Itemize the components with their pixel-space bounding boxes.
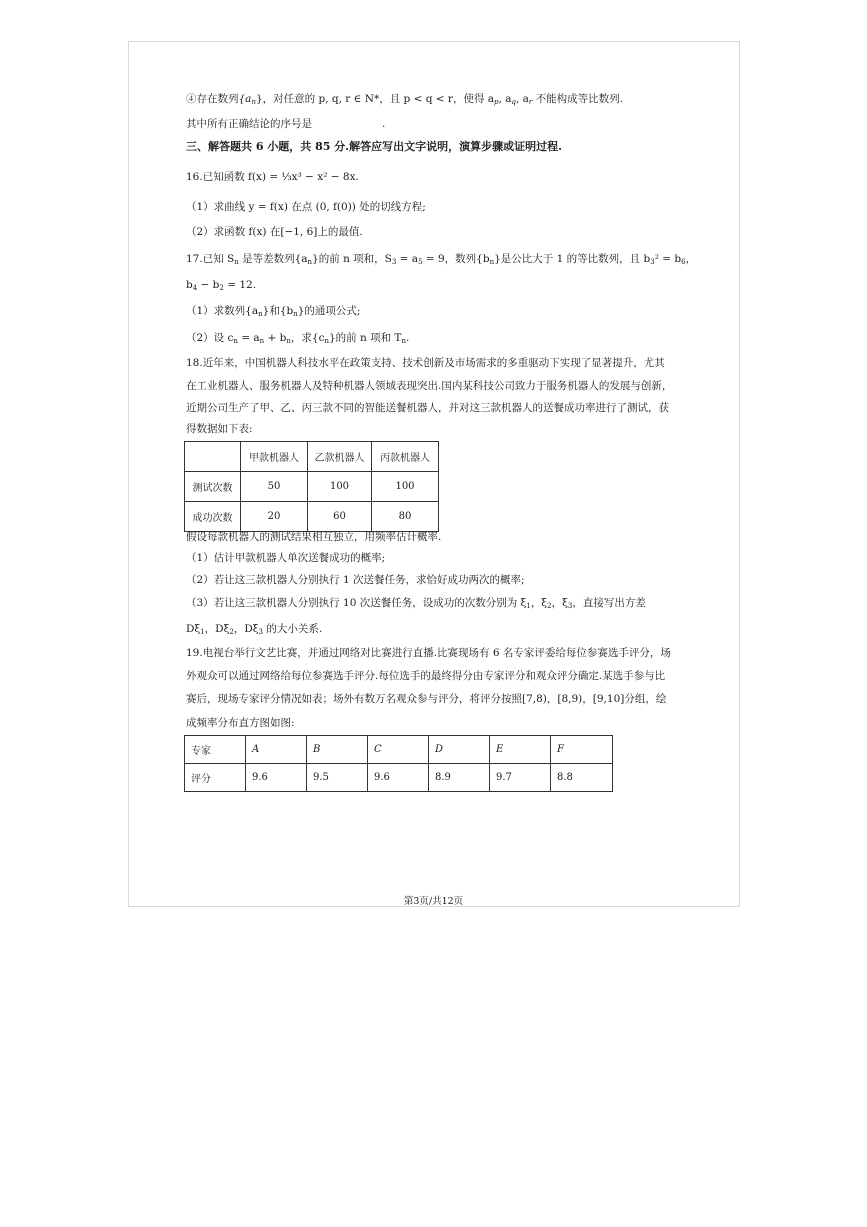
table-header-row xyxy=(185,736,613,764)
q18-part-2: （2）若让这三款机器人分别执行 1 次送餐任务，求恰好成功两次的概率; xyxy=(186,574,525,586)
expert-score-table xyxy=(184,735,613,792)
table-header-cell: A xyxy=(246,736,307,764)
table-header-cell: C xyxy=(368,736,429,764)
robot-test-table xyxy=(184,441,439,532)
table-header-cell: B xyxy=(307,736,368,764)
q18-intro-1: 18.近年来，中国机器人科技水平在政策支持、技术创新及市场需求的多重驱动下实现了显著提升，尤其 xyxy=(186,357,665,369)
table-header-row xyxy=(185,442,439,472)
q19-intro-3: 赛后，现场专家评分情况如表；场外有数万名观众参与评分，将评分按照[7,8)，[8,9)，[9,10]分组，绘 xyxy=(186,693,667,705)
q17-part-2: （2）设 $c_n = a_n + b_n$，求$\{c_n\}$的前 n 项和 $T_n$. xyxy=(186,332,410,345)
q16-part-2: （2）求函数 f(x) 在[−1, 6]上的最值. xyxy=(186,226,363,238)
q15-answer-prompt: 其中所有正确结论的序号是 . xyxy=(186,118,386,130)
section-3-heading: 三、解答题共 6 小题，共 85 分.解答应写出文字说明，演算步骤或证明过程. xyxy=(186,140,562,153)
q18-part-3-line-2: $D\xi_1$，$D\xi_2$，$D\xi_3$ 的大小关系. xyxy=(186,623,323,636)
table-cell: 9.5 xyxy=(307,764,368,792)
q19-intro-1: 19.电视台举行文艺比赛，并通过网络对比赛进行直播.比赛现场有 6 名专家评委给每位参赛选手评分，场 xyxy=(186,647,671,659)
q17-part-1: （1）求数列$\{a_n\}$和$\{b_n\}$的通项公式; xyxy=(186,305,361,318)
q15-item-4: ④存在数列$\{a_n\}$，对任意的 p, q, r ∈ N*，且 p < q < r，使得 $a_p$, $a_q$, $a_r$ 不能构成等比数列. xyxy=(186,93,623,106)
table-cell: 100 xyxy=(372,472,439,502)
table-cell: 评分 xyxy=(185,764,246,792)
table-cell: 20 xyxy=(241,502,308,532)
table-row xyxy=(185,472,439,502)
table-header-cell: F xyxy=(551,736,613,764)
q19-intro-2: 外观众可以通过网络给每位参赛选手评分.每位选手的最终得分由专家评分和观众评分确定.某选手参与比 xyxy=(186,670,666,682)
table-header-cell: D xyxy=(429,736,490,764)
table-row xyxy=(185,502,439,532)
table-header-cell: 甲款机器人 xyxy=(241,442,308,472)
q16-part-1: （1）求曲线 y = f(x) 在点 (0, f(0)) 处的切线方程; xyxy=(186,201,426,213)
q18-intro-3: 近期公司生产了甲、乙、丙三款不同的智能送餐机器人，并对这三款机器人的送餐成功率进行了测试，获 xyxy=(186,402,669,414)
q18-intro-4: 得数据如下表: xyxy=(186,423,253,435)
table-header-cell: E xyxy=(490,736,551,764)
q19-intro-4: 成频率分布直方图如图: xyxy=(186,717,295,729)
table-cell: 80 xyxy=(372,502,439,532)
table-header-cell: 专家 xyxy=(185,736,246,764)
table-cell: 100 xyxy=(308,472,372,502)
table-cell: 60 xyxy=(308,502,372,532)
table-cell: 成功次数 xyxy=(185,502,241,532)
table-cell: 9.6 xyxy=(246,764,307,792)
q16-stem: 16.已知函数 f(x) = ⅓x³ − x² − 8x. xyxy=(186,171,359,183)
q18-assumption: 假设每款机器人的测试结果相互独立，用频率估计概率. xyxy=(186,531,442,543)
page-number: 第3页/共12页 xyxy=(403,896,464,907)
q18-part-3: （3）若让这三款机器人分别执行 10 次送餐任务，设成功的次数分别为 $\xi_1$，$\xi_2$，$\xi_3$，直接写出方差 xyxy=(186,597,646,610)
table-cell: 9.6 xyxy=(368,764,429,792)
table-header-cell: 乙款机器人 xyxy=(308,442,372,472)
table-cell: 8.9 xyxy=(429,764,490,792)
q18-part-1: （1）估计甲款机器人单次送餐成功的概率; xyxy=(186,552,386,564)
table-header-cell: 丙款机器人 xyxy=(372,442,439,472)
table-cell: 50 xyxy=(241,472,308,502)
table-cell: 8.8 xyxy=(551,764,613,792)
q17-stem: 17.已知 $S_n$ 是等差数列$\{a_n\}$的前 n 项和，$S_3 = a_5 = 9$，数列$\{b_n\}$是公比大于 1 的等比数列，且 $b_3^2 = b_6$， xyxy=(186,253,697,266)
table-cell: 9.7 xyxy=(490,764,551,792)
q17-stem-line-2: $b_4 - b_2 = 12$. xyxy=(186,279,257,292)
table-cell: 测试次数 xyxy=(185,472,241,502)
table-cell xyxy=(185,442,241,472)
table-row xyxy=(185,764,613,792)
q18-intro-2: 在工业机器人、服务机器人及特种机器人领域表现突出.国内某科技公司致力于服务机器人的发展与创新， xyxy=(186,380,673,392)
